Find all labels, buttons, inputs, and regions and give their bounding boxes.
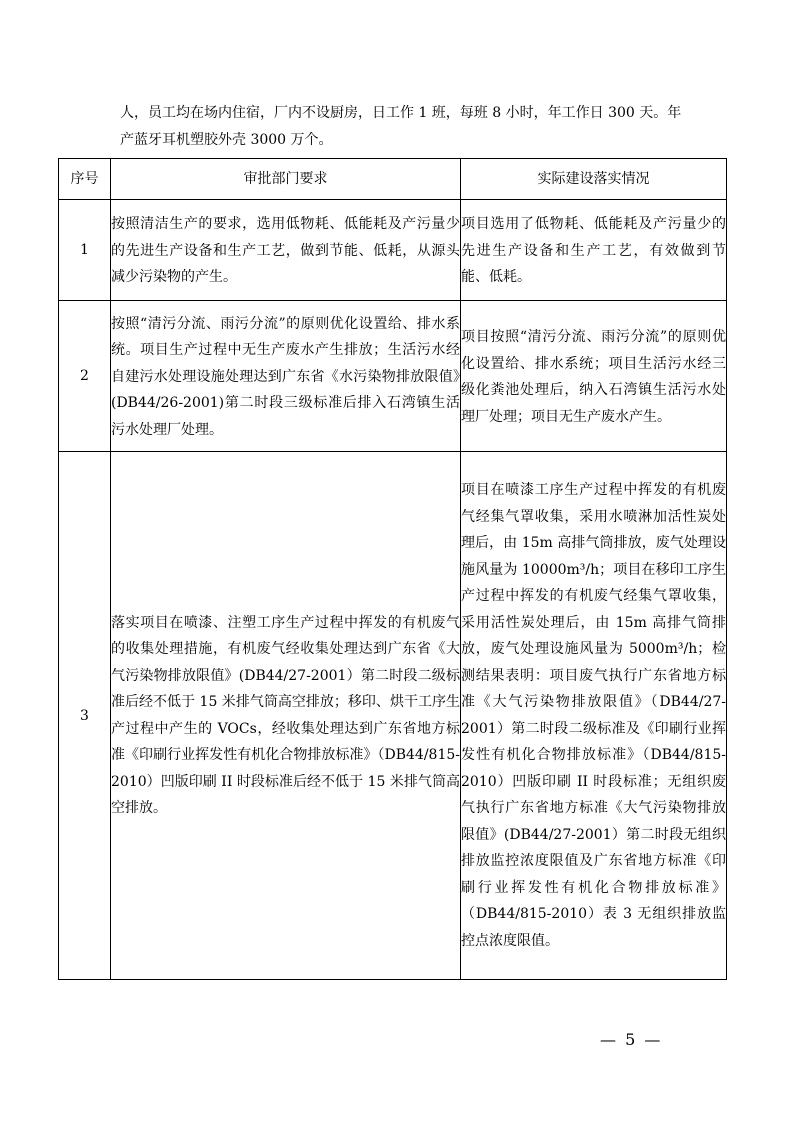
implementation-text: 项目选用了低物耗、低能耗及产污量少的先进生产设备和生产工艺，有效做到节能、低耗。 <box>461 200 727 301</box>
requirement-text: 按照“清污分流、雨污分流”的原则优化设置给、排水系统。项目生产过程中无生产废水产生排放；生活污水经自建污水处理设施处理达到广东省《水污染物排放限值》(DB44/26-2001)第二时段三级标准后排入石湾镇生活污水处理厂处理。 <box>111 301 461 452</box>
header-approval-requirement: 审批部门要求 <box>111 159 461 200</box>
intro-line-1: 人，员工均在场内住宿，厂内不设厨房，日工作 1 班，每班 8 小时，年工作日 300 天。年 <box>120 105 682 121</box>
table-row <box>59 200 727 301</box>
table-row <box>59 301 727 452</box>
header-serial-number: 序号 <box>59 159 111 200</box>
implementation-text: 项目在喷漆工序生产过程中挥发的有机废气经集气罩收集，采用水喷淋加活性炭处理后，由 15m 高排气筒排放，废气处理设施风量为 10000m³/h；项目在移印工序生产过程中挥发的有机废气经集气罩收集，采用活性炭处理后，由 15m 高排气筒排放，废气处理设施风量为 5000m³/h；检测结果表明：项目废气执行广东省地方标准《大气污染物排放限值》（DB44/27-2001）第二时段二级标准及《印刷行业挥发性有机化合物排放标准》（DB44/815-2010）凹版印刷 II 时段标准；无组织废气执行广东省地方标准《大气污染物排放限值》(DB44/27-2001）第二时段无组织排放监控浓度限值及广东省地方标准《印刷行业挥发性有机化合物排放标准》（DB44/815-2010）表 3 无组织排放监控点浓度限值。 <box>461 452 727 980</box>
requirement-text: 落实项目在喷漆、注塑工序生产过程中挥发的有机废气的收集处理措施，有机废气经收集处理达到广东省《大气污染物排放限值》(DB44/27-2001）第二时段二级标准后经不低于 15 米排气筒高空排放；移印、烘干工序生产过程中产生的 VOCs，经收集处理达到广东省地方标准《印刷行业挥发性有机化合物排放标准》（DB44/815-2010）凹版印刷 II 时段标准后经不低于 15 米排气筒高空排放。 <box>111 452 461 980</box>
page-number: — 5 — <box>600 1030 663 1049</box>
intro-line-2: 产蓝牙耳机塑胶外壳 3000 万个。 <box>120 132 333 148</box>
header-implementation-status: 实际建设落实情况 <box>461 159 727 200</box>
row-number: 1 <box>59 200 111 301</box>
approval-requirements-table <box>58 158 727 980</box>
table-header-row <box>59 159 727 200</box>
requirement-text: 按照清洁生产的要求，选用低物耗、低能耗及产污量少的先进生产设备和生产工艺，做到节能、低耗，从源头减少污染物的产生。 <box>111 200 461 301</box>
row-number: 3 <box>59 452 111 980</box>
row-number: 2 <box>59 301 111 452</box>
implementation-text: 项目按照“清污分流、雨污分流”的原则优化设置给、排水系统；项目生活污水经三级化粪池处理后，纳入石湾镇生活污水处理厂处理；项目无生产废水产生。 <box>461 301 727 452</box>
table-row <box>59 452 727 980</box>
intro-paragraph <box>120 100 740 154</box>
